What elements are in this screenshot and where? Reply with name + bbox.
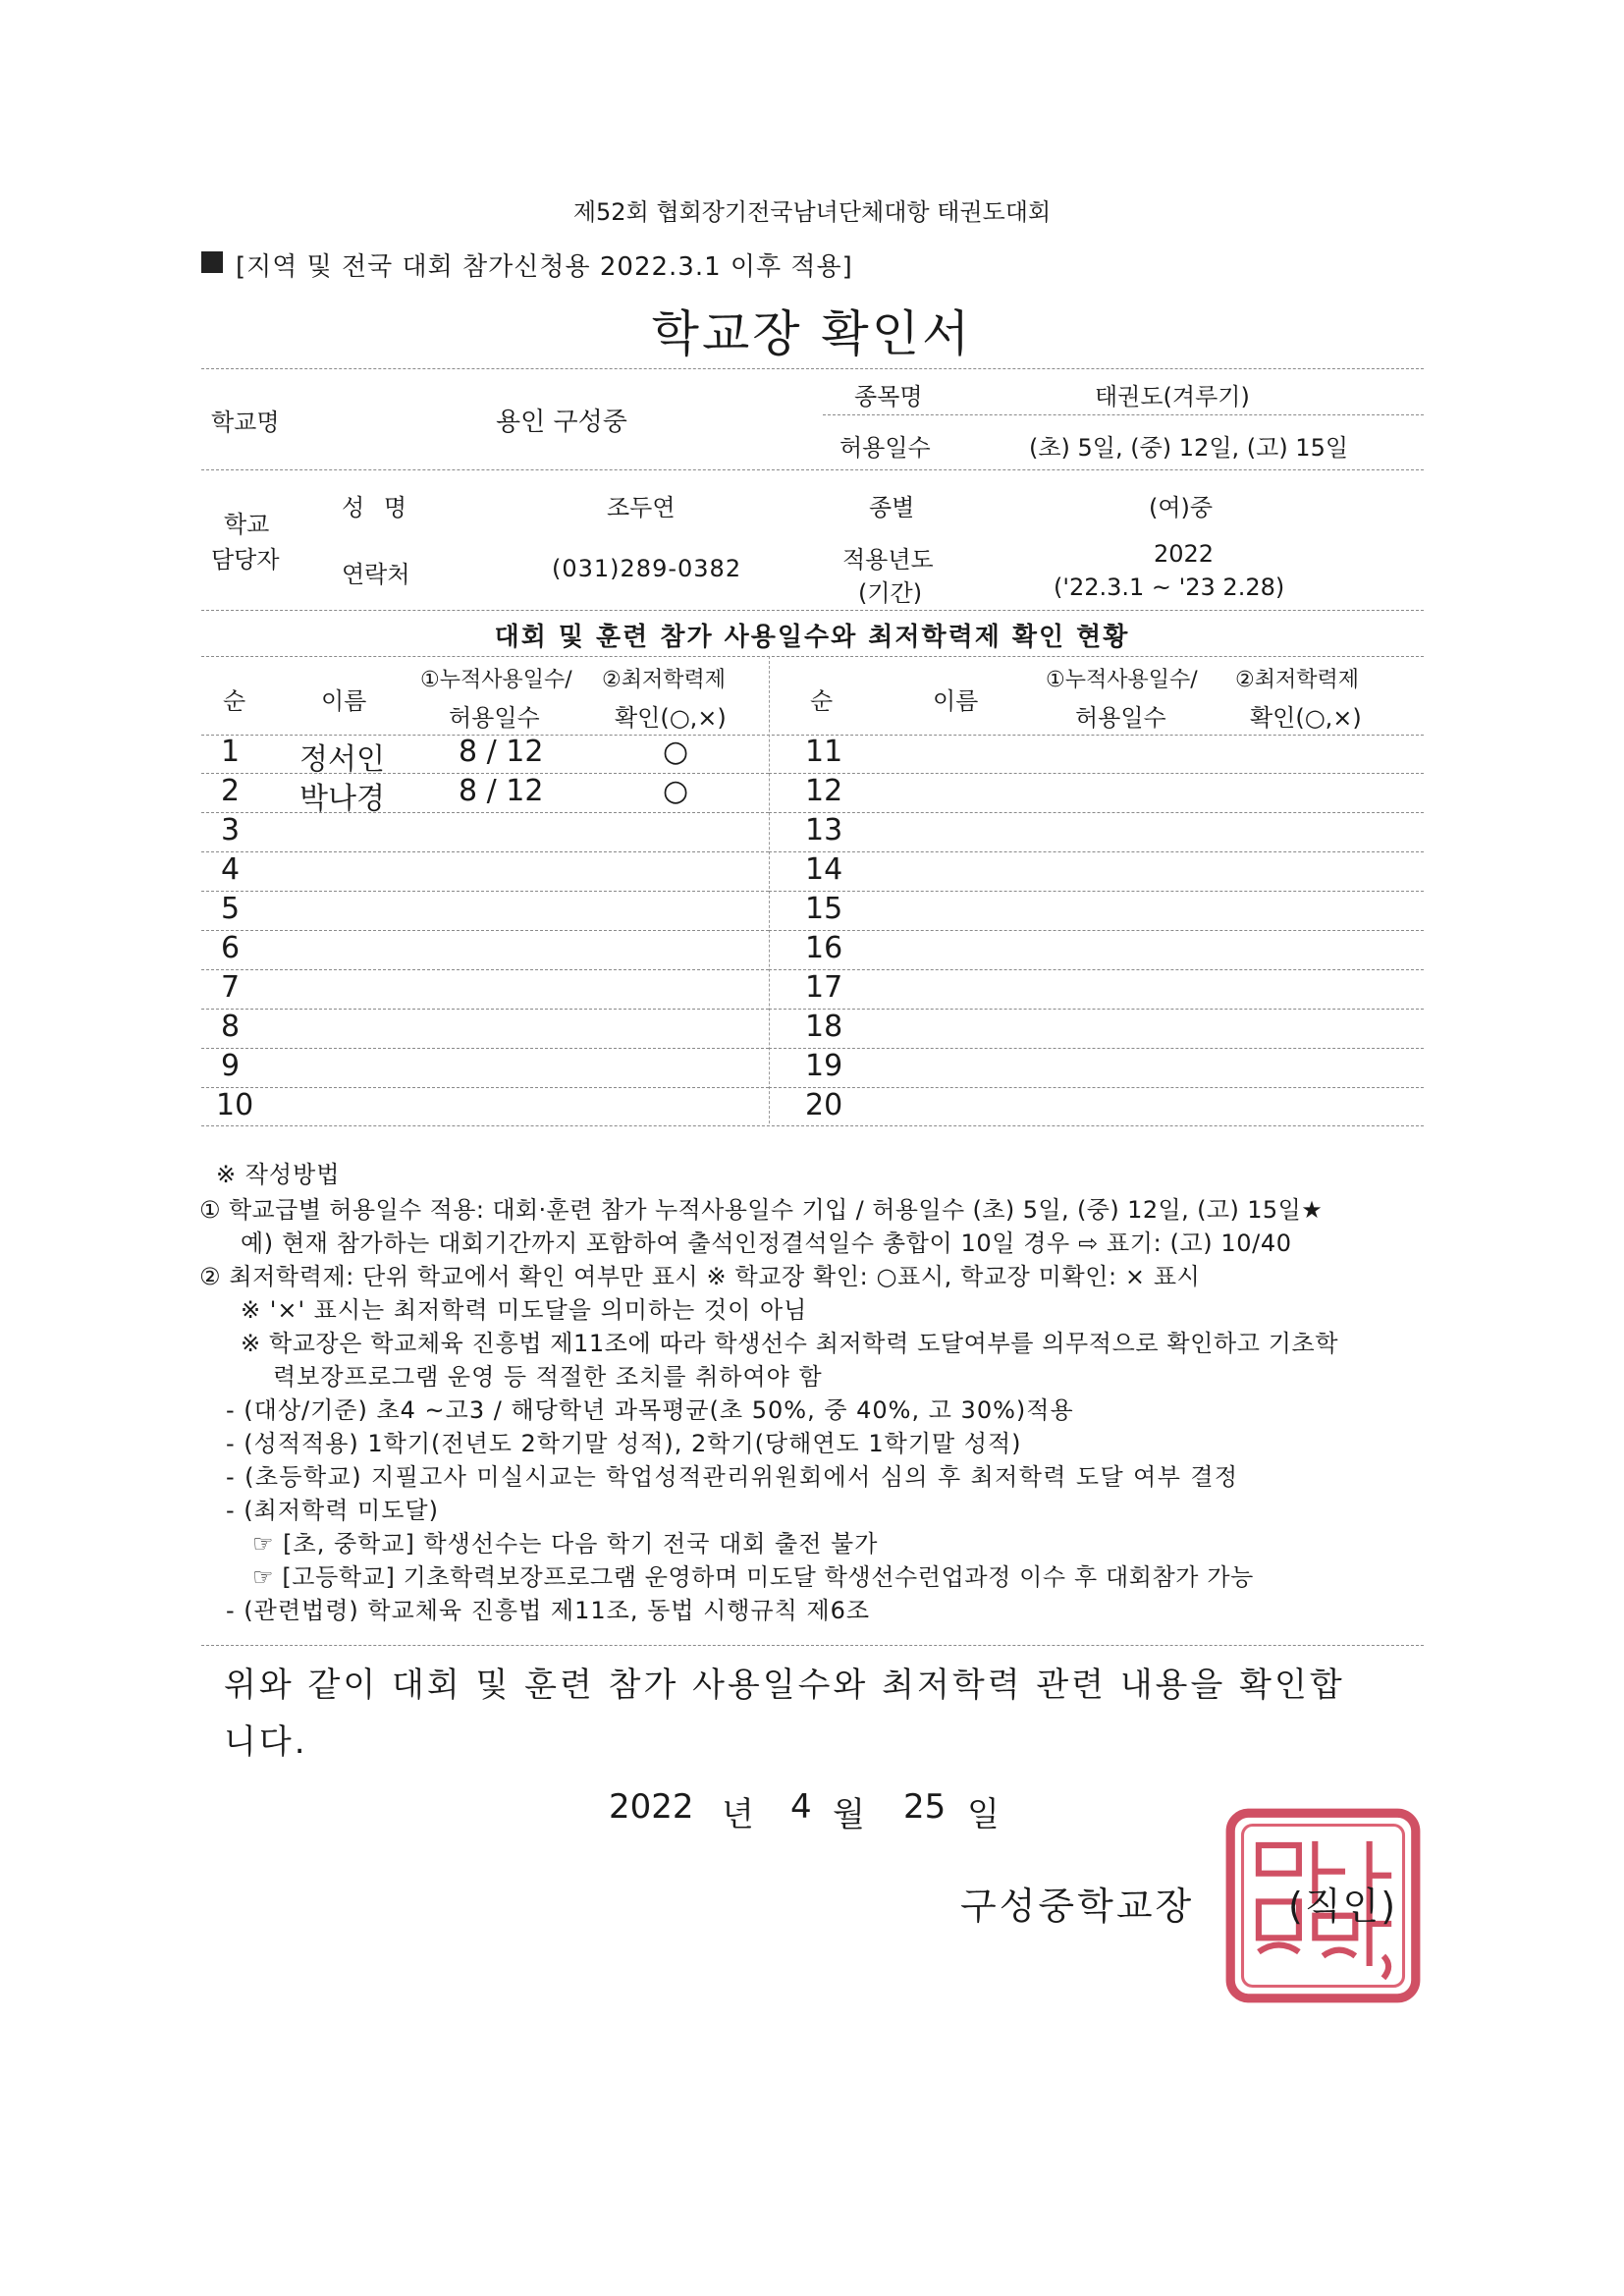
row-no: 10	[216, 1088, 254, 1122]
note-line: - (최저학력 미도달)	[226, 1497, 439, 1524]
principal-name: 구성중학교장	[960, 1885, 1195, 1928]
note-line: ☞ [초, 중학교] 학생선수는 다음 학기 전국 대회 출전 불가	[252, 1530, 879, 1558]
allowed-days-label: 허용일수	[839, 434, 931, 462]
divider	[769, 930, 1424, 931]
divider	[769, 1009, 1424, 1010]
confirm-statement: 위와 같이 대회 및 훈련 참가 사용일수와 최저학력 관련 내용을 확인합	[224, 1666, 1345, 1705]
divider	[769, 773, 1424, 774]
row-no: 7	[221, 970, 241, 1005]
school-label: 학교명	[211, 409, 280, 436]
divider	[769, 812, 1424, 813]
phone-value: (031)289-0382	[552, 555, 742, 582]
note-line: - (성적적용) 1학기(전년도 2학기말 성적), 2학기(당해연도 1학기말 성적)	[226, 1430, 1022, 1457]
manager-name: 조두연	[607, 494, 676, 521]
col-header-usage: 허용일수	[1075, 704, 1166, 732]
divider	[201, 969, 769, 970]
note-line: ① 학교급별 허용일수 적용: 대회·훈련 참가 누적사용일수 기입 / 허용일수 (초) 5일, (중) 12일, (고) 15일★	[199, 1196, 1324, 1224]
divider	[201, 1125, 1424, 1126]
col-header-usage: ①누적사용일수/	[420, 668, 572, 692]
col-header-usage: ①누적사용일수/	[1046, 668, 1198, 692]
row-name: 박나경	[299, 782, 385, 816]
confirm-statement: 니다.	[224, 1722, 308, 1762]
note-line: 예) 현재 참가하는 대회기간까지 포함하여 출석인정결석일수 총합이 10일 경우 ⇨ 표기: (고) 10/40	[241, 1230, 1292, 1257]
row-no: 19	[805, 1049, 843, 1083]
row-no: 5	[221, 892, 241, 926]
row-no: 20	[805, 1088, 843, 1122]
row-no: 13	[805, 813, 843, 847]
col-header-check: 확인(○,×)	[1250, 704, 1362, 732]
row-no: 3	[221, 813, 241, 847]
date-day-unit: 일	[967, 1795, 1000, 1834]
date-year: 2022	[609, 1787, 694, 1827]
divider	[769, 1087, 1424, 1088]
row-no: 12	[805, 774, 843, 808]
name-label: 성 명	[342, 494, 412, 521]
divider	[823, 414, 1424, 415]
note-line: - (대상/기준) 초4 ~고3 / 해당학년 과목평균(초 50%, 중 40%, 고 30%)적용	[226, 1396, 1074, 1424]
divider	[201, 368, 1424, 369]
date-day: 25	[903, 1787, 947, 1827]
divider	[201, 1645, 1424, 1646]
square-bullet-icon	[201, 251, 223, 273]
year-value: 2022	[1154, 540, 1215, 568]
row-no: 2	[221, 774, 241, 808]
col-header-check: ②최저학력제	[1235, 668, 1359, 692]
school-value: 용인 구성중	[496, 408, 627, 437]
col-header-no: 순	[223, 687, 246, 715]
row-no: 16	[805, 931, 843, 965]
notes-heading: ※ 작성방법	[216, 1161, 341, 1188]
row-no: 14	[805, 852, 843, 887]
competition-name: 제52회 협회장기전국남녀단체대항 태권도대회	[572, 198, 1052, 226]
row-no: 11	[805, 735, 843, 769]
note-line: ※ 학교장은 학교체육 진흥법 제11조에 따라 학생선수 최저학력 도달여부를 의무적으로 확인하고 기초학	[241, 1330, 1339, 1357]
row-no: 17	[805, 970, 843, 1005]
date-year-unit: 년	[722, 1795, 754, 1834]
row-check: ○	[663, 774, 689, 808]
contact-group-label: 담당자	[211, 546, 280, 574]
col-header-name: 이름	[321, 687, 367, 715]
row-name: 정서인	[299, 742, 385, 777]
note-line: ② 최저학력제: 단위 학교에서 확인 여부만 표시 ※ 학교장 확인: ○표시, 학교장 미확인: × 표시	[199, 1263, 1201, 1290]
divider	[201, 851, 769, 852]
kind-value: (여)중	[1149, 494, 1214, 521]
seal-text: 구성중학교장인	[1245, 2017, 1312, 2028]
divider	[769, 891, 1424, 892]
date-month-unit: 월	[833, 1795, 865, 1834]
contact-group-label: 학교	[224, 511, 270, 538]
divider	[201, 1087, 769, 1088]
row-no: 4	[221, 852, 241, 887]
divider	[201, 610, 1424, 611]
note-line: ☞ [고등학교] 기초학력보장프로그램 운영하며 미도달 학생선수런업과정 이수 후 대회참가 가능	[252, 1563, 1254, 1591]
note-line: ※ '×' 표시는 최저학력 미도달을 의미하는 것이 아님	[241, 1296, 808, 1324]
note-line: 력보장프로그램 운영 등 적절한 조치를 취하여야 함	[273, 1363, 823, 1391]
note-line: - (초등학교) 지필고사 미실시교는 학업성적관리위원회에서 심의 후 최저학력 도달 여부 결정	[226, 1463, 1239, 1491]
divider	[201, 930, 769, 931]
divider	[201, 656, 1424, 657]
event-label: 종목명	[854, 383, 923, 410]
year-label: 적용년도	[842, 546, 934, 574]
divider	[769, 851, 1424, 852]
divider	[201, 891, 769, 892]
status-title: 대회 및 훈련 참가 사용일수와 최저학력제 확인 현황	[494, 623, 1130, 652]
col-header-name: 이름	[933, 687, 979, 715]
divider	[201, 1009, 769, 1010]
row-usage: 8 / 12	[459, 774, 544, 808]
form-note: [지역 및 전국 대회 참가신청용 2022.3.1 이후 적용]	[236, 252, 853, 282]
row-no: 18	[805, 1010, 843, 1044]
note-line: - (관련법령) 학교체육 진흥법 제11조, 동법 시행규칙 제6조	[226, 1597, 871, 1624]
date-month: 4	[790, 1787, 812, 1827]
col-header-check: 확인(○,×)	[615, 704, 727, 732]
row-no: 6	[221, 931, 241, 965]
divider	[769, 969, 1424, 970]
divider	[201, 812, 769, 813]
period-value: ('22.3.1 ~ '23 2.28)	[1054, 574, 1285, 601]
row-no: 15	[805, 892, 843, 926]
row-no: 1	[221, 735, 241, 769]
seal-mark: (직인)	[1288, 1885, 1398, 1928]
period-label: (기간)	[858, 579, 923, 607]
table-center-divider	[769, 656, 770, 1123]
phone-label: 연락처	[342, 561, 410, 588]
page-title: 학교장 확인서	[651, 305, 973, 362]
row-usage: 8 / 12	[459, 735, 544, 769]
col-header-check: ②최저학력제	[602, 668, 726, 692]
divider	[201, 1048, 769, 1049]
row-check: ○	[663, 735, 689, 769]
allowed-days-value: (초) 5일, (중) 12일, (고) 15일	[1029, 434, 1349, 462]
row-no: 9	[221, 1049, 241, 1083]
kind-label: 종별	[869, 494, 915, 521]
divider	[769, 1048, 1424, 1049]
event-value: 태권도(겨루기)	[1095, 383, 1250, 410]
col-header-no: 순	[810, 687, 834, 715]
row-no: 8	[221, 1010, 241, 1044]
col-header-usage: 허용일수	[449, 704, 540, 732]
divider	[201, 469, 1424, 470]
